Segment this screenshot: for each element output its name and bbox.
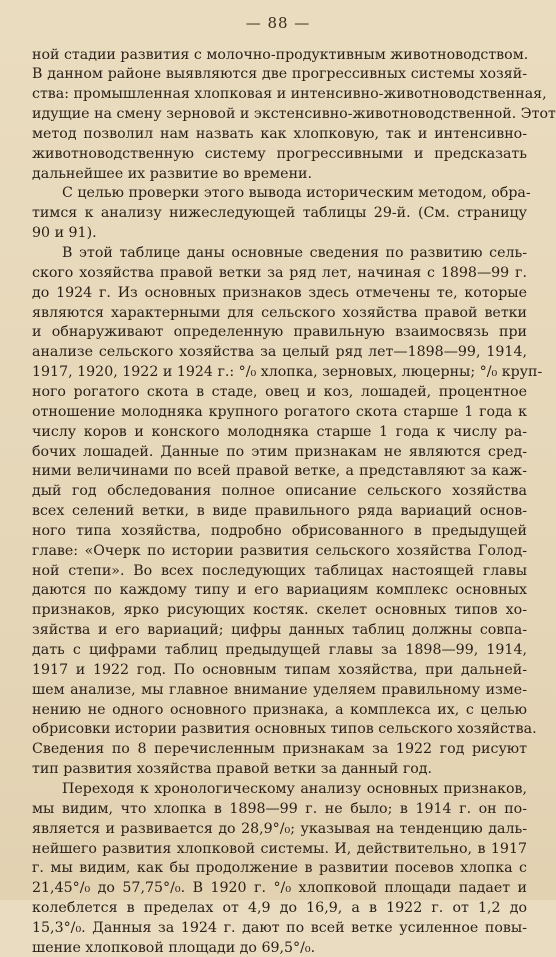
- text-line: числу коров и конского молодняка старше 1 года к числу ра-: [32, 423, 527, 440]
- text-line: 1917 и 1922 год. По основным типам хозяйства, при дальней-: [32, 661, 527, 678]
- text-line: 15,3°/₀. Данныя за 1924 г. дают по всей ветке усиленное повы-: [32, 919, 527, 936]
- text-line: зяйства и его вариаций; цифры данных таблиц должны совпа-: [32, 622, 527, 639]
- text-line: г. мы видим, как бы продолжение в развитии посевов хлопка с: [32, 860, 527, 877]
- text-line: ского хозяйства правой ветки за ряд лет, начиная с 1898—99 г.: [32, 264, 527, 281]
- text-line: отношение молодняка крупного рогатого скота старше 1 года к: [32, 403, 527, 420]
- text-line: анализе сельского хозяйства за целый ряд лет—1898—99, 1914,: [32, 344, 527, 361]
- text-line: ства: промышленная хлопковая и интенсивно-животноводственная,: [32, 86, 547, 103]
- text-line: дый год обследования полное описание сельского хозяйства: [32, 483, 527, 500]
- text-line: дальнейшее их развитие во времени.: [32, 165, 312, 182]
- text-line: идущие на смену зерновой и экстенсивно-животноводственной. Этот: [32, 106, 556, 123]
- text-line: ной степи». Во всех последующих таблицах настоящей главы: [32, 562, 527, 579]
- text-line: Переходя к хронологическому анализу основных признаков,: [62, 780, 527, 797]
- text-line: бочих лошадей. Данные по этим признакам не являются сред-: [32, 443, 527, 460]
- text-line: является и развивается до 28,9°/₀; указывая на тенденцию даль-: [32, 820, 527, 837]
- text-line: 90 и 91).: [32, 225, 97, 242]
- text-line: до 1924 г. Из основных признаков здесь отмечены те, которые: [32, 284, 527, 301]
- text-line: являются характерными для сельского хозяйства правой ветки: [32, 304, 527, 321]
- text-line: нейшего развития хлопковой системы. И, действительно, в 1917: [32, 840, 527, 857]
- text-line: колеблется в пределах от 4,9 до 16,9, а в 1922 г. от 1,2 до: [32, 900, 527, 917]
- text-line: ними величинами по всей правой ветке, а представляют за каж-: [32, 463, 527, 480]
- text-line: нению не одного основного признака, а комплекса их, с целью: [32, 701, 527, 718]
- page-number: — 88 —: [245, 14, 311, 32]
- text-line: шем анализе, мы главное внимание уделяем правильному изме-: [32, 681, 527, 698]
- text-line: 21,45°/₀ до 57,75°/₀. В 1920 г. °/₀ хлопковой площади падает и: [32, 880, 527, 897]
- text-line: Сведения по 8 перечисленным признакам за 1922 год рисуют: [32, 741, 527, 758]
- text-line: С целью проверки этого вывода историческим методом, обра-: [62, 185, 531, 202]
- text-line: всех селений ветки, в виде правильного ряда вариаций основ-: [32, 503, 527, 520]
- text-line: В этой таблице даны основные сведения по развитию сель-: [62, 245, 527, 261]
- text-line: мы видим, что хлопка в 1898—99 г. не было; в 1914 г. он по-: [32, 800, 527, 817]
- text-line: главе: «Очерк по истории развития сельского хозяйства Голод-: [32, 542, 527, 559]
- text-line: тип развития хозяйства правой ветки за данный год.: [32, 761, 433, 778]
- text-line: шение хлопковой площади до 69,5°/₀.: [32, 939, 316, 956]
- text-line: ного типа хозяйства, подробно обрисованного в предыдущей: [32, 522, 527, 539]
- text-line: 1917, 1920, 1922 и 1924 г.: °/₀ хлопка, зерновых, люцерны; °/₀ круп-: [32, 364, 543, 381]
- text-line: дать с цифрами таблиц предыдущей главы за 1898—99, 1914,: [32, 642, 527, 658]
- text-line: обрисовки истории развития основных типов сельского хозяйства.: [32, 721, 537, 738]
- text-line: ной стадии развития с молочно-продуктивным животноводством.: [32, 46, 529, 63]
- text-line: ного рогатого скота в стаде, овец и коз, лошадей, процентное: [32, 383, 527, 400]
- text-line: и обнаруживают определенную правильную взаимосвязь при: [32, 324, 527, 341]
- text-line: тимся к анализу нижеследующей таблицы 29-й. (См. страницу: [32, 205, 527, 222]
- text-line: животноводственную систему прогрессивными и предсказать: [32, 145, 527, 162]
- text-line: даются по каждому типу и его вариациям комплекс основных: [32, 582, 527, 599]
- text-line: В данном районе выявляются две прогрессивных системы хозяй-: [32, 66, 527, 83]
- text-line: признаков, ярко рисующих костяк. скелет основных типов хо-: [32, 602, 527, 619]
- text-line: метод позволил нам назвать как хлопковую, так и интенсивно-: [32, 125, 527, 142]
